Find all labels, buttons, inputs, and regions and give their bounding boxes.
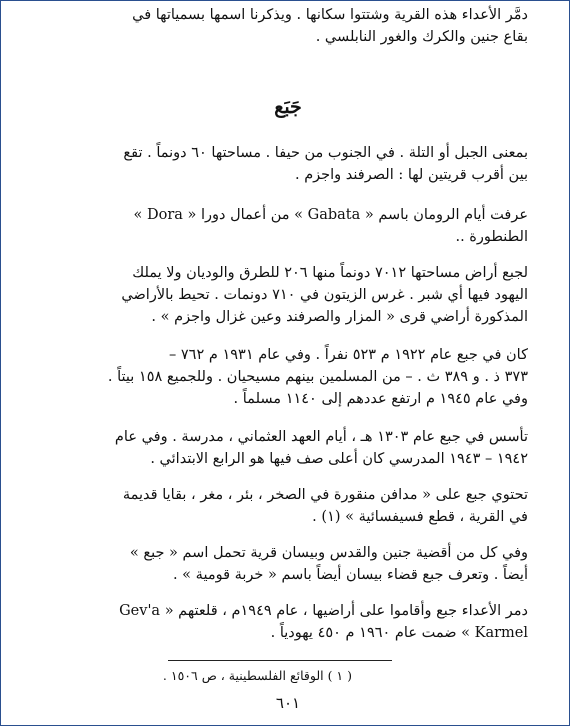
text-line: كان في جبع عام ١٩٢٢ م ٥٢٣ نفراً . وفي عام ١٩٣١ م ٧٦٢ –: [169, 347, 528, 363]
text-line: تأسس في جبع عام ١٣٠٣ هـ ، أيام العهد العثماني ، مدرسة . وفي عام: [114, 429, 528, 445]
paragraph-destruction: [48, 600, 528, 644]
intro-paragraph: [48, 4, 528, 48]
text-line: وفي عام ١٩٤٥ م ارتفع عددهم إلى ١١٤٠ مسلماً .: [233, 391, 528, 407]
footnote: ( ١ ) الوقائع الفلسطينية ، ص ١٥٠٦ .: [162, 668, 352, 683]
text-line: ١٩٤٢ – ١٩٤٣ المدرسي كان أعلى صف فيها هو الرابع الابتدائي .: [150, 451, 528, 467]
text-line: تحتوي جبع على « مدافن منقورة في الصخر ، بئر ، مغر ، بقايا قديمة: [122, 487, 528, 503]
text-line: اليهود فيها أي شبر . غرس الزيتون في ٧١٠ دونمات . تحيط بالأراضي: [121, 287, 528, 303]
text-line: بقاع جنين والكرك والغور النابلسي .: [315, 29, 528, 45]
paragraph-school: [48, 426, 528, 470]
text-line: دمَّر الأعداء هذه القرية وشتتوا سكانها . ويذكرنا اسمها بسمياتها في: [132, 7, 528, 23]
section-heading: جَبَع: [274, 96, 302, 118]
document-page: [48, 0, 528, 728]
text-line: عرفت أيام الرومان باسم « Gabata » من أعمال دورا « Dora »: [133, 207, 528, 223]
paragraph-lands: [48, 262, 528, 328]
text-line: بين أقرب قريتين لها : الصرفند واجزم .: [294, 167, 528, 183]
paragraph-meaning: [48, 142, 528, 186]
text-line: لجبع أراض مساحتها ٧٠١٢ دونماً منها ٢٠٦ للطرق والوديان ولا يملك: [132, 265, 528, 281]
text-line: ٣٧٣ ذ . و ٣٨٩ ث . – من المسلمين بينهم مسيحيان . وللجميع ١٥٨ بيتاً .: [107, 369, 528, 385]
footnote-divider: [168, 660, 392, 661]
text-line: أيضاً . وتعرف جبع قضاء بيسان أيضاً باسم « خربة قومية » .: [172, 567, 528, 583]
paragraph-population: [48, 344, 528, 410]
text-line: دمر الأعداء جبع وأقاموا على أراضيها ، عام ١٩٤٩م ، قلعتهم « Gev'a: [119, 603, 528, 619]
paragraph-roman-era: [48, 204, 528, 248]
page-number: ٦٠١: [275, 694, 301, 712]
text-line: بمعنى الجبل أو التلة . في الجنوب من حيفا . مساحتها ٦٠ دونماً . تقع: [123, 145, 528, 161]
paragraph-antiquities: [48, 484, 528, 528]
text-line: Karmel » ضمت عام ١٩٦٠ م ٤٥٠ يهودياً .: [270, 625, 528, 641]
text-line: الطنطورة ..: [455, 229, 528, 245]
text-line: وفي كل من أقضية جنين والقدس وبيسان قرية تحمل اسم « جبع »: [129, 545, 528, 561]
text-line: المذكورة أراضي قرى « المزار والصرفند وعين غزال واجزم » .: [151, 309, 528, 325]
paragraph-same-name: [48, 542, 528, 586]
text-line: في القرية ، قطع فسيفسائية » (١) .: [312, 509, 528, 525]
